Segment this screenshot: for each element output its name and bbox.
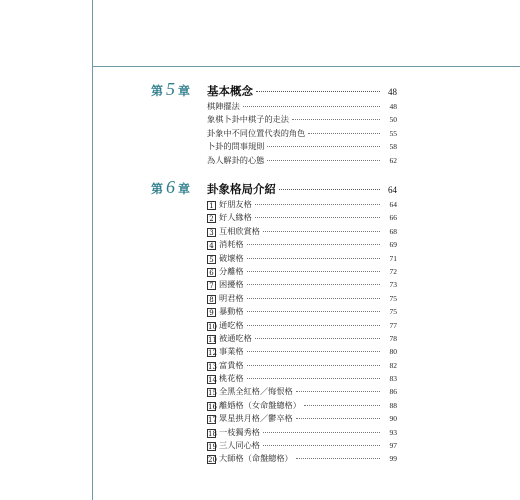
- dot-leader: [296, 458, 380, 459]
- chapter-entries: [207, 199, 397, 467]
- chapter-6: [151, 177, 397, 467]
- toc-entry[interactable]: [207, 253, 397, 266]
- chapter-label: [151, 177, 207, 197]
- toc-entry[interactable]: [207, 427, 397, 440]
- entry-number-box: 5: [207, 255, 216, 264]
- dot-leader: [255, 338, 380, 339]
- entry-number-box: 1: [207, 201, 216, 210]
- chapter-number: 5: [166, 79, 176, 99]
- entry-title: 一枝獨秀格: [219, 426, 260, 437]
- dot-leader: [247, 271, 380, 272]
- entry-page-number: 88: [389, 400, 397, 410]
- entry-title: 富貴格: [219, 359, 244, 370]
- entry-title: 明君格: [219, 292, 244, 303]
- entry-title: 眾星拱月格／鬱卒格: [219, 413, 293, 424]
- dot-leader: [255, 204, 380, 205]
- toc-entry[interactable]: [207, 333, 397, 346]
- toc-entry[interactable]: [207, 266, 397, 279]
- entry-page-number: 77: [389, 320, 397, 330]
- toc-entry[interactable]: [207, 306, 397, 319]
- entry-page-number: 55: [389, 128, 397, 138]
- chapter-prefix: 第: [151, 84, 164, 98]
- toc-entry[interactable]: [207, 400, 397, 413]
- entry-page-number: 62: [389, 155, 397, 165]
- entry-page-number: 82: [389, 360, 397, 370]
- entry-page-number: 90: [389, 414, 397, 424]
- dot-leader: [279, 189, 380, 190]
- entry-title: 大師格（命盤總格）: [219, 453, 293, 464]
- entry-title: 通吃格: [219, 319, 244, 330]
- dot-leader: [247, 311, 380, 312]
- dot-leader: [247, 365, 380, 366]
- entry-page-number: 64: [389, 200, 397, 209]
- entry-title: 互相欣賞格: [219, 225, 260, 236]
- entry-page-number: 75: [389, 307, 397, 317]
- toc-entry[interactable]: [207, 386, 397, 399]
- dot-leader: [256, 91, 380, 92]
- toc-entry[interactable]: [207, 114, 397, 127]
- entry-page-number: 66: [389, 213, 397, 223]
- entry-title: 卦象中不同位置代表的角色: [207, 127, 306, 138]
- dot-leader: [292, 119, 380, 120]
- chapter-number: 6: [166, 177, 176, 197]
- entry-number-box: 19: [208, 443, 217, 452]
- entry-number-box: 3: [207, 228, 216, 237]
- entry-title: 棋陣擺法: [207, 101, 240, 111]
- entry-title: 分離格: [219, 265, 244, 276]
- entry-number-box: 8: [207, 295, 216, 304]
- toc-entry[interactable]: [207, 360, 397, 373]
- toc-entry[interactable]: [207, 453, 397, 466]
- entry-page-number: 93: [389, 427, 397, 437]
- chapter-suffix: 章: [178, 182, 191, 196]
- entry-title: 桃花格: [219, 373, 244, 384]
- toc-entry[interactable]: [207, 239, 397, 252]
- toc-entry[interactable]: [207, 373, 397, 386]
- entry-number-box: 17: [208, 416, 217, 425]
- entry-number-box: 10: [208, 322, 217, 331]
- dot-leader: [247, 258, 380, 259]
- entry-page-number: 68: [389, 226, 397, 236]
- toc-entry[interactable]: [207, 141, 397, 154]
- entry-title: 為人解卦的心態: [207, 154, 265, 165]
- margin-vertical-rule: [92, 0, 93, 500]
- dot-leader: [296, 418, 380, 419]
- chapter-heading[interactable]: [151, 79, 397, 99]
- dot-leader: [247, 298, 380, 299]
- dot-leader: [247, 244, 380, 245]
- toc-entry[interactable]: [207, 320, 397, 333]
- entry-title: 事業格: [219, 346, 244, 357]
- toc-entry[interactable]: [207, 101, 397, 114]
- chapter-page-number: 64: [388, 185, 397, 195]
- margin-horizontal-rule: [92, 66, 520, 67]
- entry-page-number: 86: [389, 387, 397, 397]
- entry-number-box: 15: [208, 389, 217, 398]
- entry-page-number: 99: [389, 454, 397, 464]
- toc-entry[interactable]: [207, 440, 397, 453]
- entry-page-number: 58: [389, 142, 397, 152]
- entry-page-number: 83: [389, 374, 397, 384]
- entry-page-number: 78: [389, 333, 397, 343]
- entry-page-number: 48: [389, 102, 397, 111]
- entry-title: 好人緣格: [219, 212, 252, 223]
- entry-number-box: 4: [207, 241, 216, 250]
- dot-leader: [263, 445, 380, 446]
- dot-leader: [267, 160, 380, 161]
- entry-title: 象棋卜卦中棋子的走法: [207, 114, 289, 125]
- entry-title: 好朋友格: [219, 199, 252, 209]
- chapter-suffix: 章: [178, 84, 191, 98]
- dot-leader: [247, 325, 380, 326]
- dot-leader: [304, 405, 380, 406]
- chapter-heading[interactable]: [151, 177, 397, 197]
- toc-entry[interactable]: [207, 346, 397, 359]
- dot-leader: [308, 133, 380, 134]
- entry-title: 消耗格: [219, 239, 244, 250]
- entry-number-box: 20: [208, 456, 217, 465]
- toc-entry[interactable]: [207, 128, 397, 141]
- dot-leader: [243, 106, 380, 107]
- entry-number-box: 2: [207, 214, 216, 223]
- dot-leader: [296, 391, 380, 392]
- entry-number-box: 11: [208, 335, 217, 344]
- entry-title: 被通吃格: [219, 332, 252, 343]
- toc-entry[interactable]: [207, 199, 397, 212]
- entry-number-box: 16: [208, 402, 217, 411]
- entry-number-box: 13: [208, 362, 217, 371]
- toc-entry[interactable]: [207, 279, 397, 292]
- dot-leader: [247, 284, 380, 285]
- entry-page-number: 97: [389, 441, 397, 451]
- entry-number-box: 14: [208, 376, 217, 385]
- chapter-title: 卦象格局介紹: [207, 182, 276, 196]
- toc-entry[interactable]: [207, 212, 397, 225]
- dot-leader: [247, 351, 380, 352]
- entry-title: 全黑全紅格／悔恨格: [219, 386, 293, 397]
- toc-entry[interactable]: [207, 293, 397, 306]
- toc-entry[interactable]: [207, 155, 397, 168]
- entry-title: 離婚格（女命盤總格）: [219, 399, 301, 410]
- entry-number-box: 12: [208, 349, 217, 358]
- entry-title: 卜卦的問事規則: [207, 141, 265, 152]
- entry-page-number: 71: [389, 253, 397, 263]
- entry-number-box: 18: [208, 429, 217, 438]
- entry-title: 困擾格: [219, 279, 244, 290]
- chapter-title: 基本概念: [207, 84, 253, 98]
- chapter-label: [151, 79, 207, 99]
- chapter-page-number: 48: [388, 87, 397, 97]
- entry-page-number: 75: [389, 293, 397, 303]
- entry-title: 破壞格: [219, 252, 244, 263]
- entry-page-number: 72: [389, 266, 397, 276]
- toc-entry[interactable]: [207, 226, 397, 239]
- entry-page-number: 50: [389, 115, 397, 125]
- chapter-prefix: 第: [151, 182, 164, 196]
- dot-leader: [247, 378, 380, 379]
- dot-leader: [263, 231, 380, 232]
- entry-number-box: 6: [207, 268, 216, 277]
- entry-page-number: 80: [389, 347, 397, 357]
- chapter-entries: [207, 101, 397, 168]
- dot-leader: [255, 217, 380, 218]
- dot-leader: [267, 146, 380, 147]
- entry-page-number: 69: [389, 240, 397, 250]
- entry-title: 暴動格: [219, 306, 244, 317]
- entry-number-box: 9: [207, 308, 216, 317]
- dot-leader: [263, 432, 380, 433]
- toc-entry[interactable]: [207, 413, 397, 426]
- entry-number-box: 7: [207, 281, 216, 290]
- entry-page-number: 73: [389, 280, 397, 290]
- entry-title: 三人同心格: [219, 440, 260, 451]
- chapter-5: [151, 79, 397, 168]
